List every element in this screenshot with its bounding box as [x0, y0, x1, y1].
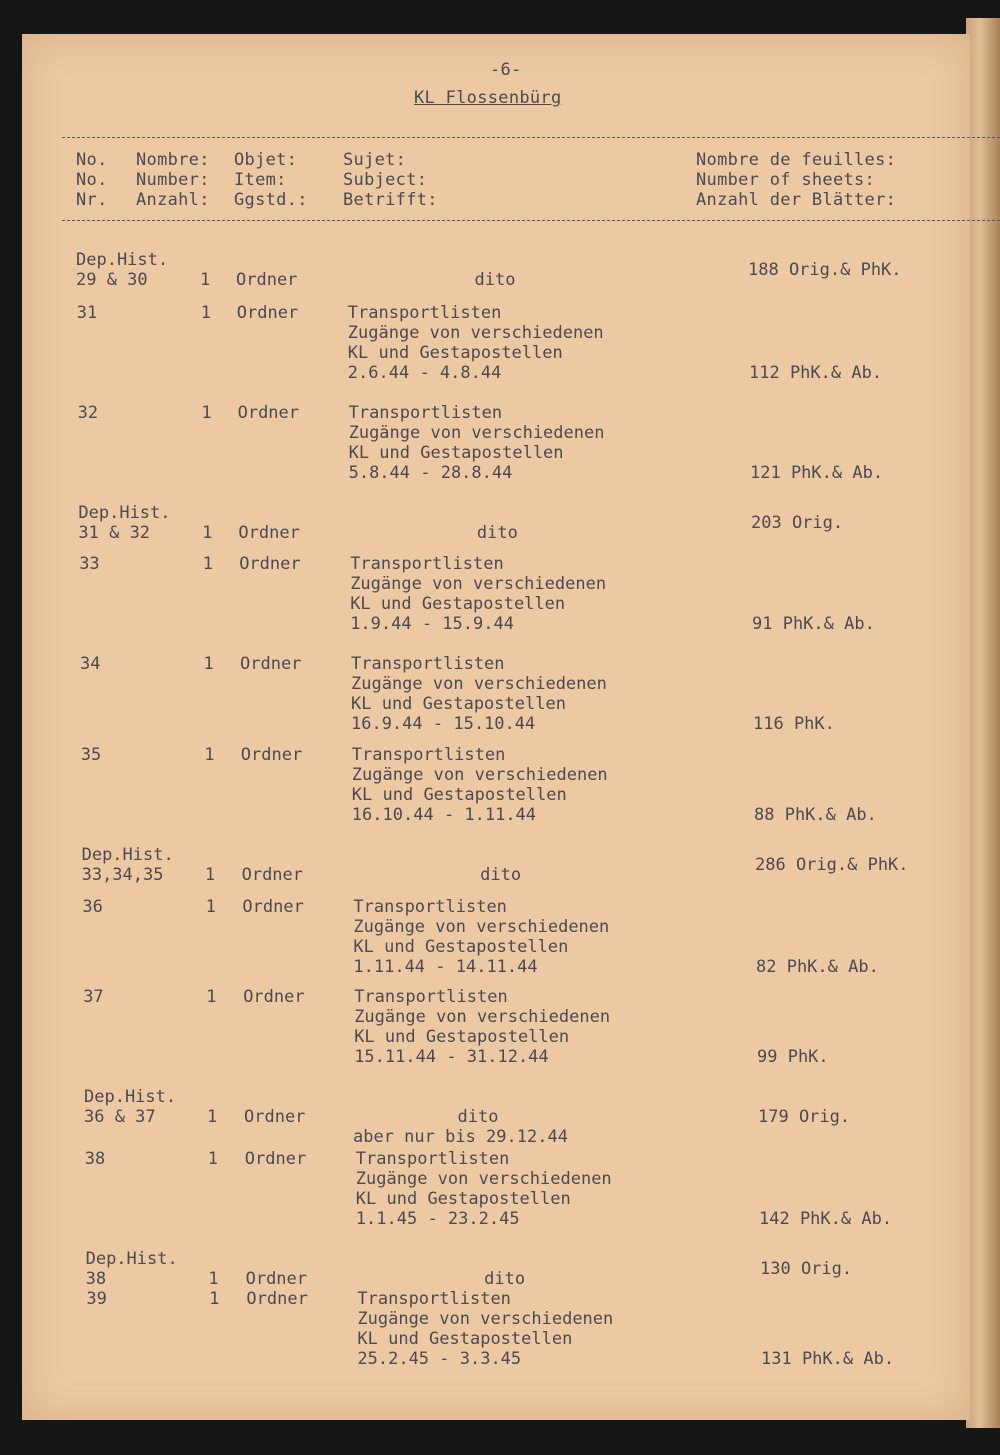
- row-item: Ordner: [246, 1289, 308, 1309]
- row-count: 1: [202, 523, 213, 543]
- row-item: Ordner: [240, 745, 303, 765]
- row-subject: 16.10.44 - 1.11.44: [351, 805, 537, 825]
- row-count: 1: [202, 554, 214, 574]
- row-count: 1: [208, 1269, 219, 1289]
- row-subject: 25.2.45 - 3.3.45: [357, 1349, 522, 1369]
- row-subject: Transportlisten: [351, 654, 505, 674]
- row-subject: Transportlisten: [355, 1149, 510, 1169]
- row-subject: Zugänge von verschiedenen: [353, 917, 610, 937]
- row-subject: Transportlisten: [347, 303, 502, 323]
- row-item: Ordner: [238, 523, 300, 543]
- row-number: Dep.Hist.: [81, 845, 174, 865]
- row-count: 1: [205, 897, 216, 917]
- row-subject: KL und Gestapostellen: [355, 1189, 571, 1209]
- row-number: Dep.Hist.: [84, 1087, 177, 1107]
- row-number: 29 & 30: [76, 270, 148, 290]
- row-number: 32: [77, 403, 99, 423]
- row-sheets: 116 PhK.: [753, 714, 835, 734]
- row-sheets: 286 Orig.& PhK.: [755, 855, 909, 875]
- row-number: 33: [79, 554, 100, 574]
- row-number: 36: [82, 897, 103, 917]
- header-subject: Sujet: Subject: Betrifft:: [343, 150, 438, 210]
- row-subject: KL und Gestapostellen: [347, 343, 563, 363]
- row-sheets: 82 PhK.& Ab.: [756, 957, 879, 977]
- row-subject: KL und Gestapostellen: [350, 594, 566, 614]
- row-sheets: 121 PhK.& Ab.: [750, 463, 884, 483]
- row-count: 1: [204, 745, 215, 765]
- row-subject: Zugänge von verschiedenen: [357, 1309, 614, 1329]
- row-item: Ordner: [237, 403, 300, 423]
- row-number: Dep.Hist.: [76, 250, 169, 270]
- row-subject: 16.9.44 - 15.10.44: [351, 714, 536, 734]
- row-sheets: 112 PhK.& Ab.: [749, 363, 883, 383]
- row-item: Ordner: [236, 303, 299, 323]
- row-subject: KL und Gestapostellen: [354, 1027, 570, 1047]
- row-count: 1: [207, 1149, 218, 1169]
- header-count: Nombre: Number: Anzahl:: [136, 150, 210, 210]
- row-item: Ordner: [243, 987, 305, 1007]
- row-subject: KL und Gestapostellen: [351, 694, 566, 714]
- row-subject: dito: [484, 1269, 526, 1289]
- row-subject: Transportlisten: [354, 987, 508, 1007]
- row-subject: Transportlisten: [351, 745, 506, 765]
- row-subject: dito: [480, 865, 522, 885]
- row-count: 1: [200, 303, 211, 323]
- row-sheets: 99 PhK.: [757, 1047, 829, 1067]
- row-sheets: 188 Orig.& PhK.: [748, 260, 902, 280]
- row-subject: 1.9.44 - 15.9.44: [350, 614, 514, 634]
- row-count: 1: [204, 865, 216, 885]
- row-number: 35: [80, 745, 102, 765]
- row-subject: 1.11.44 - 14.11.44: [353, 957, 538, 977]
- header-bottom-rule: [62, 220, 1000, 221]
- row-subject: KL und Gestapostellen: [357, 1329, 573, 1349]
- row-number: 36 & 37: [84, 1107, 156, 1127]
- row-sheets: 130 Orig.: [760, 1259, 853, 1279]
- row-subject: Transportlisten: [350, 554, 504, 574]
- row-sheets: 131 PhK.& Ab.: [761, 1349, 895, 1369]
- document-title: KL Flossenbürg: [414, 88, 562, 108]
- row-subject: KL und Gestapostellen: [351, 785, 567, 805]
- row-subject: 5.8.44 - 28.8.44: [348, 463, 513, 483]
- row-number: 37: [83, 987, 104, 1007]
- row-subject: KL und Gestapostellen: [348, 443, 564, 463]
- row-subject: 15.11.44 - 31.12.44: [354, 1047, 549, 1067]
- row-item: Ordner: [242, 897, 304, 917]
- row-subject: aber nur bis 29.12.44: [353, 1127, 568, 1147]
- row-subject: 1.1.45 - 23.2.45: [355, 1209, 520, 1229]
- row-subject: 2.6.44 - 4.8.44: [347, 363, 502, 383]
- row-sheets: 203 Orig.: [751, 513, 844, 533]
- row-number: Dep.Hist.: [78, 503, 171, 523]
- row-item: Ordner: [236, 270, 298, 290]
- row-item: Ordner: [239, 554, 301, 574]
- header-no: No. No. Nr.: [76, 150, 108, 210]
- row-subject: Transportlisten: [348, 403, 503, 423]
- header-sheets: Nombre de feuilles: Number of sheets: Anzahl der Blätter:: [696, 150, 897, 210]
- row-count: 1: [207, 1107, 218, 1127]
- header-item: Objet: Item: Ggstd.:: [234, 150, 308, 210]
- header-top-rule: [62, 137, 1000, 138]
- row-subject: Transportlisten: [357, 1289, 511, 1309]
- row-subject: Zugänge von verschiedenen: [350, 574, 607, 594]
- row-number: 34: [80, 654, 101, 674]
- row-subject: dito: [457, 1107, 499, 1127]
- row-item: Ordner: [244, 1149, 307, 1169]
- row-count: 1: [203, 654, 214, 674]
- row-subject: Zugänge von verschiedenen: [354, 1007, 611, 1027]
- row-item: Ordner: [245, 1269, 308, 1289]
- row-number: 31: [76, 303, 98, 323]
- row-subject: Zugänge von verschiedenen: [355, 1169, 612, 1189]
- row-count: 1: [209, 1289, 220, 1309]
- row-subject: Zugänge von verschiedenen: [351, 765, 608, 785]
- row-subject: Zugänge von verschiedenen: [347, 323, 604, 343]
- row-item: Ordner: [244, 1107, 306, 1127]
- row-sheets: 179 Orig.: [758, 1107, 851, 1127]
- row-sheets: 88 PhK.& Ab.: [754, 805, 877, 825]
- row-number: Dep.Hist.: [85, 1249, 178, 1269]
- row-item: Ordner: [240, 654, 302, 674]
- row-number: 38: [84, 1149, 106, 1169]
- row-number: 38: [85, 1269, 107, 1289]
- page-edge: [966, 18, 1000, 1428]
- row-item: Ordner: [241, 865, 304, 885]
- page-number: -6-: [490, 60, 522, 80]
- row-count: 1: [201, 403, 212, 423]
- row-sheets: 142 PhK.& Ab.: [759, 1209, 893, 1229]
- row-count: 1: [200, 270, 211, 290]
- row-subject: Transportlisten: [353, 897, 507, 917]
- row-subject: dito: [476, 523, 518, 543]
- row-sheets: 91 PhK.& Ab.: [752, 614, 875, 634]
- row-number: 31 & 32: [78, 523, 151, 543]
- row-count: 1: [206, 987, 217, 1007]
- row-subject: KL und Gestapostellen: [353, 937, 569, 957]
- row-number: 39: [86, 1289, 107, 1309]
- row-subject: dito: [474, 270, 516, 290]
- row-subject: Zugänge von verschiedenen: [348, 423, 605, 443]
- row-number: 33,34,35: [81, 865, 164, 885]
- row-subject: Zugänge von verschiedenen: [351, 674, 607, 694]
